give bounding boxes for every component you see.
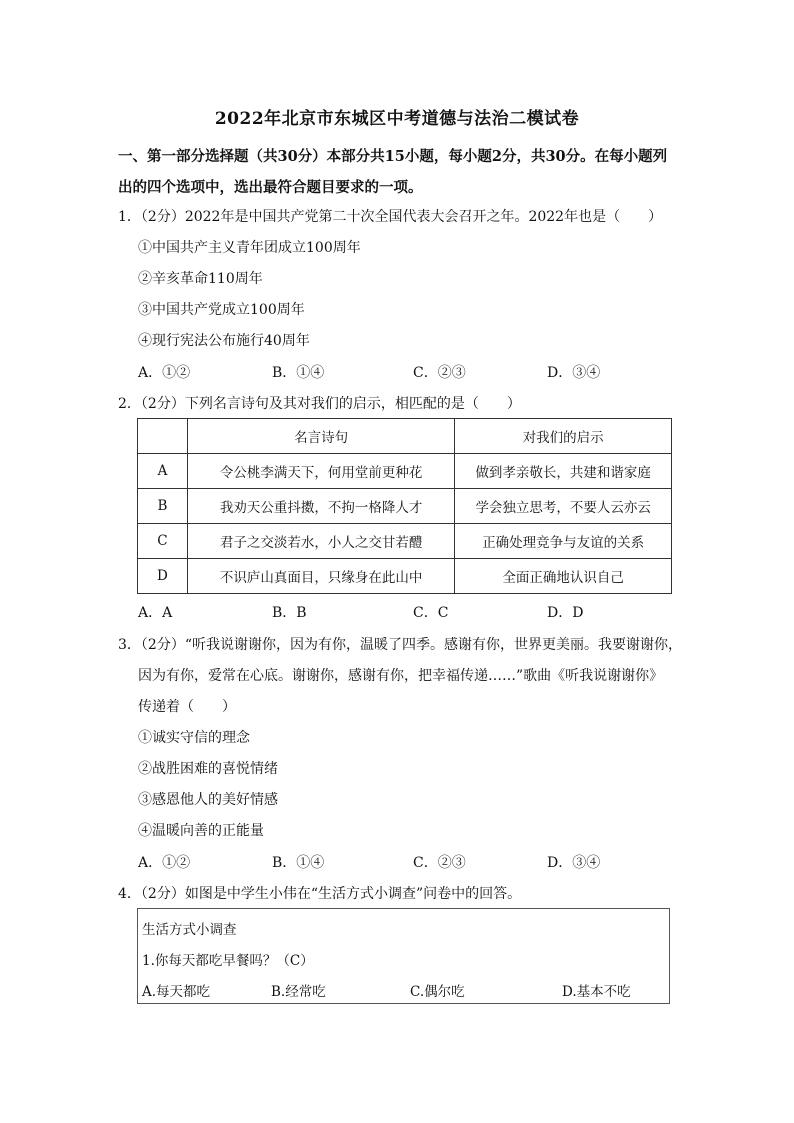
survey-question: 1.你每天都吃早餐吗？（C）	[142, 953, 314, 969]
question-2-stem: 2．（2分）下列名言诗句及其对我们的启示，相匹配的是（ ）	[118, 396, 521, 412]
question-2-choice-a: A．A	[138, 605, 173, 621]
question-3-stem-continued: 传递着（ ）	[138, 699, 236, 715]
question-1-choice-b: B．①④	[272, 365, 325, 381]
question-3-choice-a: A．①②	[138, 855, 191, 871]
table-row	[138, 489, 672, 524]
question-3-choice-d: D．③④	[547, 855, 601, 871]
question-1-item: ②辛亥革命110周年	[138, 271, 263, 287]
survey-choice-d: D.基本不吃	[562, 984, 631, 1000]
table-cell: A	[138, 454, 188, 489]
question-3-choice-b: B．①④	[272, 855, 325, 871]
question-2-choice-c: C．C	[413, 605, 449, 621]
question-3-item: ④温暖向善的正能量	[138, 823, 264, 839]
table-row	[138, 559, 672, 594]
survey-choice-a: A.每天都吃	[142, 984, 211, 1000]
survey-choice-c: C.偶尔吃	[410, 984, 465, 1000]
table-cell: C	[138, 524, 188, 559]
survey-title: 生活方式小调查	[142, 922, 237, 938]
question-3-choice-c: C．②③	[413, 855, 466, 871]
table-row	[138, 454, 672, 489]
question-1-choice-a: A．①②	[138, 365, 191, 381]
question-2-choice-b: B．B	[272, 605, 307, 621]
table-cell: 学会独立思考，不要人云亦云	[455, 489, 672, 524]
question-4-stem: 4．（2分）如图是中学生小伟在“生活方式小调查”问卷中的回答。	[118, 886, 522, 902]
survey-choice-b: B.经常吃	[271, 984, 326, 1000]
table-header-cell: 对我们的启示	[455, 419, 672, 454]
table-header-cell	[138, 419, 188, 454]
section-heading: 一、第一部分选择题（共30分）本部分共15小题，每小题2分，共30分。在每小题列出的四个选项中，选出最符合题目要求的一项。	[118, 148, 668, 196]
table-cell: 正确处理竞争与友谊的关系	[455, 524, 672, 559]
table-cell: D	[138, 559, 188, 594]
table-row	[138, 524, 672, 559]
table-header-cell: 名言诗句	[187, 419, 454, 454]
table-cell: 做到孝亲敬长，共建和谐家庭	[455, 454, 672, 489]
question-1-stem: 1．（2分）2022年是中国共产党第二十次全国代表大会召开之年。2022年也是（ ）	[118, 209, 663, 225]
table-cell: 我劝天公重抖擞，不拘一格降人才	[187, 489, 454, 524]
page-title: 2022年北京市东城区中考道德与法治二模试卷	[214, 109, 580, 129]
question-3-stem-continued: 因为有你，爱常在心底。谢谢你，感谢有你，把幸福传递……”歌曲《听我说谢谢你》	[138, 668, 664, 684]
question-3-item: ①诚实守信的理念	[138, 730, 250, 746]
table-header-row	[138, 419, 672, 454]
question-3-stem: 3．（2分）“听我说谢谢你，因为有你，温暖了四季。感谢有你，世界更美丽。我要谢谢你，	[118, 637, 682, 653]
question-3-item: ③感恩他人的美好情感	[138, 792, 278, 808]
table-cell: 令公桃李满天下，何用堂前更种花	[187, 454, 454, 489]
question-1-item: ③中国共产党成立100周年	[138, 302, 305, 318]
question-1-choice-c: C．②③	[413, 365, 466, 381]
question-1-item: ④现行宪法公布施行40周年	[138, 333, 310, 349]
question-1-item: ①中国共产主义青年团成立100周年	[138, 240, 361, 256]
table-cell: 不识庐山真面目，只缘身在此山中	[187, 559, 454, 594]
question-2-choice-d: D．D	[547, 605, 584, 621]
table-cell: 君子之交淡若水，小人之交甘若醴	[187, 524, 454, 559]
table-cell: B	[138, 489, 188, 524]
question-3-item: ②战胜困难的喜悦情绪	[138, 761, 278, 777]
question-1-choice-d: D．③④	[547, 365, 601, 381]
question-2-table	[137, 418, 672, 594]
survey-box	[137, 908, 670, 1004]
table-cell: 全面正确地认识自己	[455, 559, 672, 594]
